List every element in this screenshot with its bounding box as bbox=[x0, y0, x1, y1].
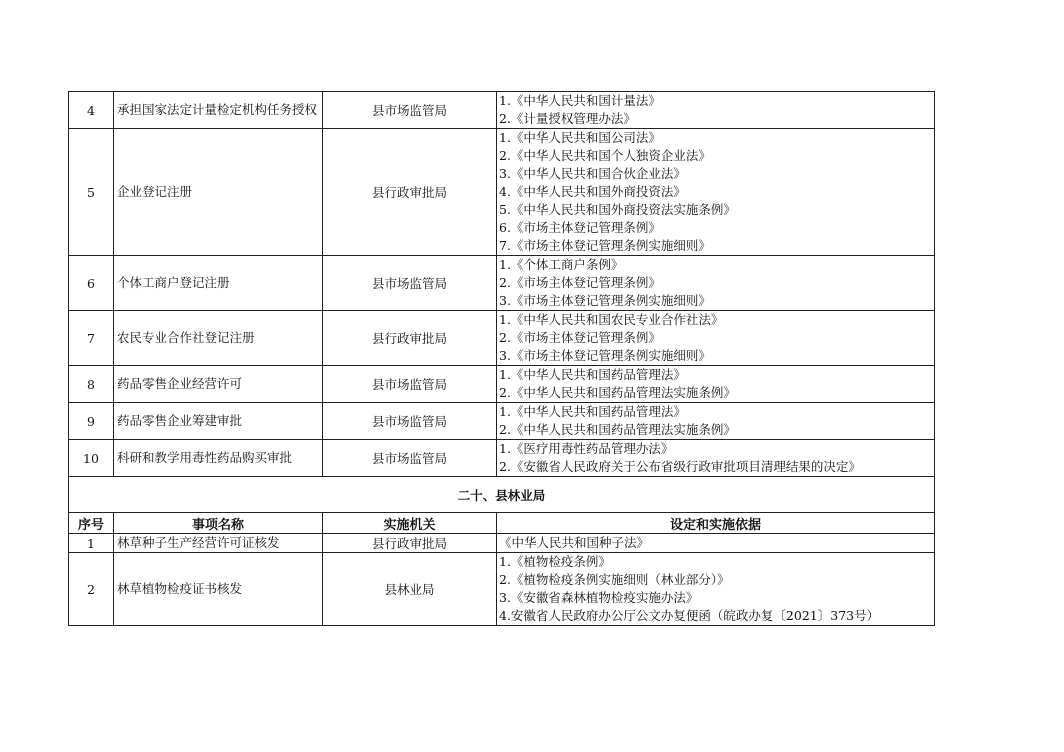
item-name: 药品零售企业筹建审批 bbox=[114, 403, 323, 440]
header-item-name: 事项名称 bbox=[114, 513, 323, 534]
basis-line: 2.《计量授权管理办法》 bbox=[499, 111, 636, 126]
basis-line: 2.《市场主体登记管理条例》 bbox=[499, 275, 661, 290]
basis-line: 2.《中华人民共和国药品管理法实施条例》 bbox=[499, 422, 736, 437]
item-name: 林草种子生产经营许可证核发 bbox=[114, 534, 323, 553]
implementing-agency: 县市场监管局 bbox=[323, 256, 497, 311]
implementing-agency: 县市场监管局 bbox=[323, 366, 497, 403]
item-name: 林草植物检疫证书核发 bbox=[114, 553, 323, 626]
section-forestry bbox=[69, 477, 935, 626]
row-number: 8 bbox=[69, 366, 114, 403]
row-number: 10 bbox=[69, 440, 114, 477]
basis-line: 2.《中华人民共和国个人独资企业法》 bbox=[499, 148, 711, 163]
legal-basis bbox=[497, 534, 935, 553]
table-row bbox=[69, 440, 935, 477]
item-name: 科研和教学用毒性药品购买审批 bbox=[114, 440, 323, 477]
basis-line: 1.《植物检疫条例》 bbox=[499, 554, 611, 569]
legal-basis bbox=[497, 440, 935, 477]
implementing-agency: 县行政审批局 bbox=[323, 534, 497, 553]
item-name: 农民专业合作社登记注册 bbox=[114, 311, 323, 366]
basis-line: 4.安徽省人民政府办公厅公文办复便函（皖政办复〔2021〕373号） bbox=[499, 608, 880, 623]
basis-line: 7.《市场主体登记管理条例实施细则》 bbox=[499, 238, 711, 253]
basis-line: 3.《中华人民共和国合伙企业法》 bbox=[499, 166, 686, 181]
table-row bbox=[69, 553, 935, 626]
implementing-agency: 县市场监管局 bbox=[323, 440, 497, 477]
basis-line: 2.《市场主体登记管理条例》 bbox=[499, 330, 661, 345]
implementing-agency: 县市场监管局 bbox=[323, 403, 497, 440]
regulation-table bbox=[68, 91, 935, 626]
table-row bbox=[69, 311, 935, 366]
basis-line: 1.《个体工商户条例》 bbox=[499, 257, 624, 272]
row-number: 7 bbox=[69, 311, 114, 366]
item-name: 个体工商户登记注册 bbox=[114, 256, 323, 311]
basis-line: 2.《植物检疫条例实施细则（林业部分）》 bbox=[499, 572, 730, 587]
basis-line: 2.《安徽省人民政府关于公布省级行政审批项目清理结果的决定》 bbox=[499, 459, 861, 474]
implementing-agency: 县市场监管局 bbox=[323, 92, 497, 129]
table-row bbox=[69, 129, 935, 256]
table-row bbox=[69, 534, 935, 553]
legal-basis bbox=[497, 129, 935, 256]
basis-line: 1.《中华人民共和国计量法》 bbox=[499, 93, 661, 108]
basis-line: 3.《市场主体登记管理条例实施细则》 bbox=[499, 348, 711, 363]
basis-line: 1.《中华人民共和国药品管理法》 bbox=[499, 404, 686, 419]
legal-basis bbox=[497, 92, 935, 129]
legal-basis bbox=[497, 256, 935, 311]
header-agency: 实施机关 bbox=[323, 513, 497, 534]
basis-line: 1.《中华人民共和国农民专业合作社法》 bbox=[499, 312, 724, 327]
basis-line: 1.《中华人民共和国药品管理法》 bbox=[499, 367, 686, 382]
item-name: 承担国家法定计量检定机构任务授权 bbox=[114, 92, 323, 129]
basis-line: 5.《中华人民共和国外商投资法实施条例》 bbox=[499, 202, 736, 217]
table-row bbox=[69, 256, 935, 311]
legal-basis bbox=[497, 553, 935, 626]
basis-line: 6.《市场主体登记管理条例》 bbox=[499, 220, 661, 235]
legal-basis bbox=[497, 366, 935, 403]
table-row bbox=[69, 403, 935, 440]
basis-line: 1.《医疗用毒性药品管理办法》 bbox=[499, 441, 674, 456]
item-name: 药品零售企业经营许可 bbox=[114, 366, 323, 403]
header-number: 序号 bbox=[69, 513, 114, 534]
basis-line: 《中华人民共和国种子法》 bbox=[499, 535, 650, 550]
section-title-row bbox=[69, 477, 935, 513]
implementing-agency: 县林业局 bbox=[323, 553, 497, 626]
row-number: 1 bbox=[69, 534, 114, 553]
legal-basis bbox=[497, 311, 935, 366]
table-row bbox=[69, 92, 935, 129]
basis-line: 3.《市场主体登记管理条例实施细则》 bbox=[499, 293, 711, 308]
item-name: 企业登记注册 bbox=[114, 129, 323, 256]
section-title: 二十、县林业局 bbox=[69, 477, 935, 513]
row-number: 9 bbox=[69, 403, 114, 440]
basis-line: 3.《安徽省森林植物检疫实施办法》 bbox=[499, 590, 699, 605]
basis-line: 1.《中华人民共和国公司法》 bbox=[499, 130, 661, 145]
legal-basis bbox=[497, 403, 935, 440]
basis-line: 4.《中华人民共和国外商投资法》 bbox=[499, 184, 686, 199]
basis-line: 2.《中华人民共和国药品管理法实施条例》 bbox=[499, 385, 736, 400]
row-number: 2 bbox=[69, 553, 114, 626]
header-row bbox=[69, 513, 935, 534]
row-number: 6 bbox=[69, 256, 114, 311]
implementing-agency: 县行政审批局 bbox=[323, 311, 497, 366]
row-number: 5 bbox=[69, 129, 114, 256]
table-row bbox=[69, 366, 935, 403]
table-body-a bbox=[69, 92, 935, 477]
header-basis: 设定和实施依据 bbox=[497, 513, 935, 534]
row-number: 4 bbox=[69, 92, 114, 129]
implementing-agency: 县行政审批局 bbox=[323, 129, 497, 256]
